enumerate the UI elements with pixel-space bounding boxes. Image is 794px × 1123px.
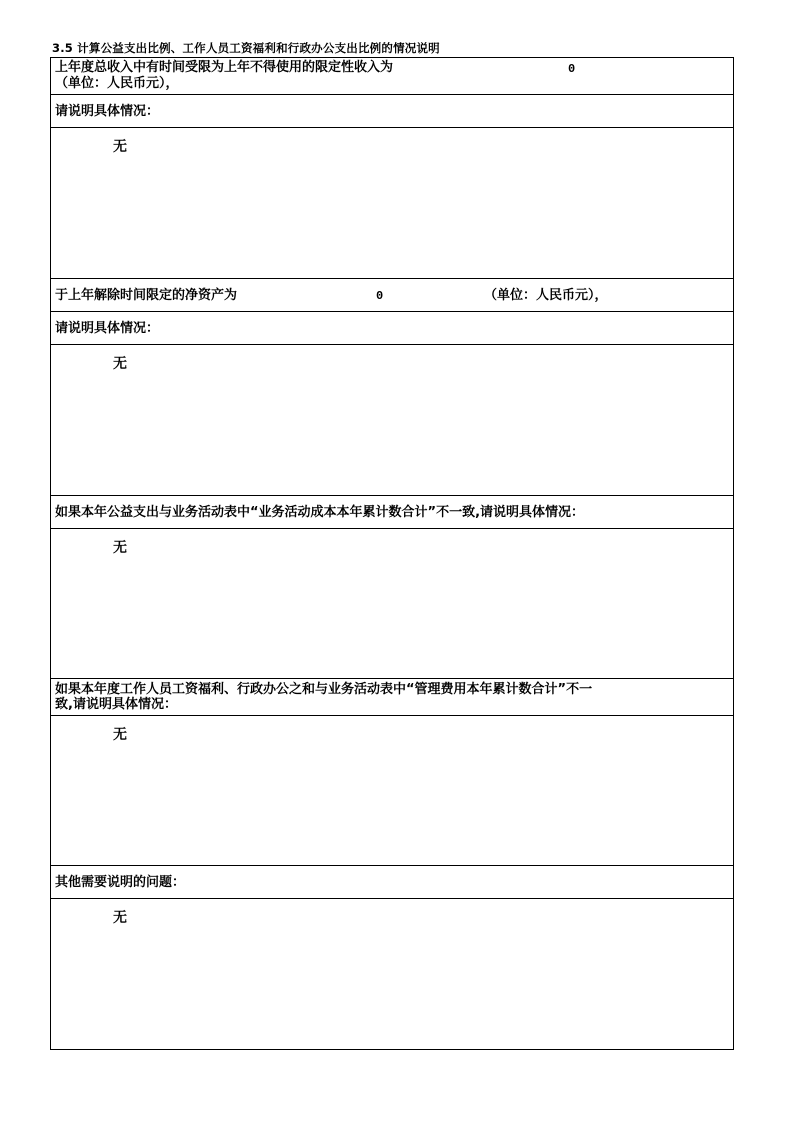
admin-mismatch-answer: 无 bbox=[113, 727, 127, 743]
restricted-income-detail-box bbox=[51, 128, 733, 279]
released-net-assets-row bbox=[51, 279, 733, 312]
admin-mismatch-header bbox=[51, 679, 733, 716]
released-net-assets-detail-box bbox=[51, 345, 733, 496]
restricted-income-label-line1: 上年度总收入中有时间受限为上年不得使用的限定性收入为 bbox=[55, 60, 394, 75]
released-net-assets-detail-label: 请说明具体情况： bbox=[55, 321, 160, 336]
page-title: 3.5 计算公益支出比例、工作人员工资福利和行政办公支出比例的情况说明 bbox=[52, 41, 440, 55]
other-issues-answer: 无 bbox=[113, 910, 127, 926]
public-welfare-mismatch-box bbox=[51, 529, 733, 679]
other-issues-box bbox=[51, 899, 733, 1049]
restricted-income-row bbox=[51, 58, 733, 95]
public-welfare-mismatch-answer: 无 bbox=[113, 540, 127, 556]
released-net-assets-label: 于上年解除时间限定的净资产为 bbox=[55, 288, 238, 303]
other-issues-label: 其他需要说明的问题： bbox=[55, 875, 186, 890]
released-net-assets-detail-answer: 无 bbox=[113, 356, 127, 372]
released-net-assets-detail-header bbox=[51, 312, 733, 345]
public-welfare-mismatch-label: 如果本年公益支出与业务活动表中“业务活动成本本年累计数合计”不一致,请说明具体情况： bbox=[55, 505, 585, 520]
admin-mismatch-label-line2: 致,请说明具体情况： bbox=[55, 697, 177, 712]
restricted-income-detail-header bbox=[51, 95, 733, 128]
admin-mismatch-box bbox=[51, 716, 733, 866]
restricted-income-value: 0 bbox=[568, 62, 576, 76]
released-net-assets-unit: （单位：人民币元）， bbox=[484, 288, 608, 303]
other-issues-header bbox=[51, 866, 733, 899]
restricted-income-label-line2: （单位：人民币元）， bbox=[55, 76, 179, 91]
released-net-assets-value: 0 bbox=[376, 289, 384, 303]
restricted-income-detail-label: 请说明具体情况： bbox=[55, 104, 160, 119]
admin-mismatch-label-line1: 如果本年度工作人员工资福利、行政办公之和与业务活动表中“管理费用本年累计数合计”不一 bbox=[55, 682, 593, 697]
restricted-income-detail-answer: 无 bbox=[113, 139, 127, 155]
explanation-table bbox=[50, 57, 734, 1050]
public-welfare-mismatch-header bbox=[51, 496, 733, 529]
